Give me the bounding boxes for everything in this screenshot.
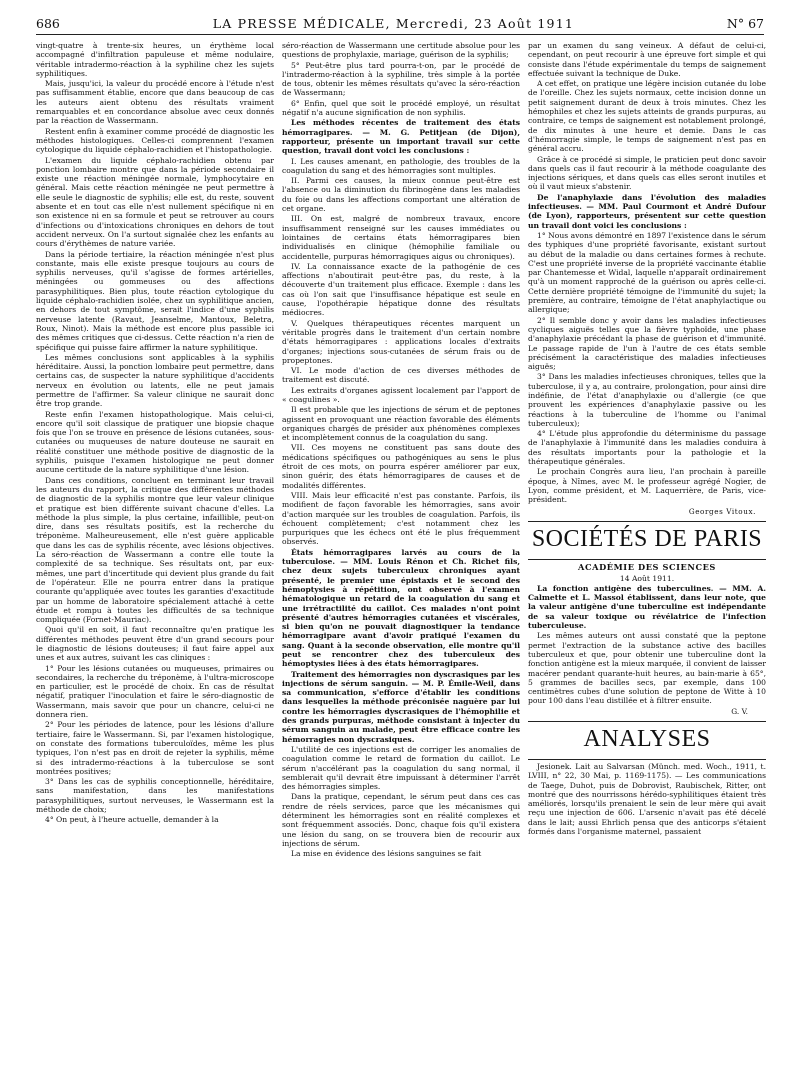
paragraph: Les extraits d'organes agissent localement par l'apport de « coagulines ». bbox=[282, 385, 520, 404]
paragraph: Le prochain Congrès aura lieu, l'an prochain à pareille époque, à Nîmes, avec M. le professeur agrégé Nogier, de Lyon, comme président, et M. Laquerrière, de Paris, vice-président. bbox=[528, 467, 766, 505]
paragraph: Les mêmes auteurs ont aussi constaté que la peptone permet l'extraction de la substance active des bacilles tuberculeux et que, pour obtenir une tuberculine dont la fonction antigène est la mieux marquée, il convient de laisser macérer pendant quarante-huit heures, au bain-marie à 65°, 5 grammes de bacilles secs, par exemple, dans 100 centimètres cubes d'une solution de peptone de Witte à 10 pour 100 dans l'eau distillée et à filtrer ensuite. bbox=[528, 631, 766, 706]
paragraph: 5° Peut-être plus tard pourra-t-on, par le procédé de l'intradermo-réaction à la syphiline, très simple à la portée de tous, obtenir les mêmes résultats qu'avec la séro-réaction de Wassermann; bbox=[282, 60, 520, 98]
paragraph: Grâce à ce procédé si simple, le praticien peut donc savoir dans quels cas il faut recourir à la méthode coagulante des injections sériques, et dans quels cas elles seront inutiles et où il vaut mieux s'abstenir. bbox=[528, 154, 766, 192]
paragraph: V. Quelques thérapeutiques récentes marquent un véritable progrès dans le traitement d'un certain nombre d'états hémorragipares : applications locales d'extraits d'organes; injections sous-cutanées de sérum frais ou de propeptones. bbox=[282, 318, 520, 365]
paragraph: 1° Pour les lésions cutanées ou muqueuses, primaires ou secondaires, la recherche du tréponème, à l'ultra-microscope en particulier, est le procédé de choix. En cas de résultat négatif, pratiquer l'inoculation et faire le séro-diagnostic de Wassermann, mais savoir que pour un chancre, celui-ci ne donnera rien. bbox=[36, 663, 274, 720]
paragraph: 6° Enfin, quel que soit le procédé employé, un résultat négatif n'a aucune signification de non syphilis. bbox=[282, 98, 520, 118]
section-paragraph: Les méthodes récentes de traitement des états hémorragipares. — M. G. Petitjean (de Dijon), rapporteur, présente un important travail sur cette question, travail dont voici les conclusions : bbox=[282, 118, 520, 156]
paragraph: IV. La connaissance exacte de la pathogénie de ces affections n'aboutirait peut-être pas, du reste, à la découverte d'un traitement plus efficace. Exemple : dans les cas où l'on sait que l'insuffisance hépatique est seule en cause, l'opothérapie hépatique donne des résultats médiocres. bbox=[282, 261, 520, 318]
column-1 bbox=[36, 41, 274, 1074]
journal-title: LA PRESSE MÉDICALE, Mercredi, 23 Août 1911 bbox=[212, 16, 575, 31]
paragraph: 4° L'étude plus approfondie du déterminisme du passage de l'anaphylaxie à l'immunité dans les maladies conduira à des résultats importants pour la pathologie et la thérapeutique générales. bbox=[528, 429, 766, 467]
section-paragraph: De l'anaphylaxie dans l'évolution des maladies infectieuses. — MM. Paul Courmont et André Dufour (de Lyon), rapporteurs, présentent sur cette question un travail dont voici les conclusions : bbox=[528, 192, 766, 230]
paragraph: Dans ces conditions, concluent en terminant leur travail les auteurs du rapport, la critique des différentes méthodes de diagnostic de la syphilis montre que leur valeur clinique et pratique est bien différente suivant chacune d'elles. La méthode la plus simple, la plus certaine, infaillible, peut-on dire, dans ses résultats positifs, est la recherche du tréponème. Malheureusement, elle n'est guère applicable que dans les cas de syphilis récente, avec lésions objectives. La séro-réaction de Wassermann a contre elle toute la complexité de sa technique. Ses résultats ont, par eux-mêmes, une part d'incertitude qui devient plus grande du fait de l'opérateur. Elle ne pourra entrer dans la pratique courante qu'appliquée avec toutes les garanties d'exactitude par un homme de laboratoire spécialement attaché à cette étude et rompu à toutes les difficultés de sa technique compliquée (Fornet-Mauriac). bbox=[36, 475, 274, 625]
paragraph: L'examen du liquide céphalo-rachidien obtenu par ponction lombaire montre que dans la période secondaire il existe une réaction méningée normale, lymphocytaire en général. Mais cette réaction méningée ne peut permettre à elle seule le diagnostic de syphilis; elle est, du reste, souvent absente et en tout cas elle n'est nullement spécifique ni en son existence ni en sa formule et peut se retrouver au cours d'infections ou d'intoxications chroniques en dehors de tout accident nerveux. On l'a surtout signalée chez les enfants au cours d'érythèmes de nature variée. bbox=[36, 155, 274, 249]
paragraph: 4° On peut, à l'heure actuelle, demander à la bbox=[45, 815, 219, 825]
paragraph: Mais, jusqu'ici, la valeur du procédé encore à l'étude n'est pas suffisamment établie, encore que dans beaucoup de cas les auteurs aient obtenu des résultats vraiment remarquables et en concordance absolue avec ceux donnés par la réaction de Wassermann. bbox=[36, 79, 274, 126]
paragraph: Quoi qu'il en soit, il faut reconnaître qu'en pratique les différentes méthodes peuvent être d'un grand secours pour le diagnostic de lésions douteuses; il faut faire appel aux unes et aux autres, suivant les cas cliniques : bbox=[36, 625, 274, 663]
paragraph: Les mêmes conclusions sont applicables à la syphilis héréditaire. Aussi, la ponction lombaire peut permettre, dans certains cas, de suspecter la nature syphilitique d'accidents nerveux en évolution ou latents, elle ne peut jamais permettre de l'affirmer. Sa valeur clinique ne saurait donc être trop grande. bbox=[36, 352, 274, 409]
section-paragraph: La fonction antigène des tuberculines. — MM. A. Calmette et L. Massol établissent, dans leur note, que la valeur antigène d'une tuberculine est indépendante de sa valeur toxique ou révélatrice de l'infection tuberculeuse. bbox=[528, 583, 766, 631]
paragraph: vingt-quatre à trente-six heures, un érythème local accompagné d'infiltration papuleuse et même nodulaire, véritable intradermo-réaction à la syphiline chez les sujets syphilitiques. bbox=[36, 41, 274, 78]
paragraph: 3° Dans les maladies infectieuses chroniques, telles que la tuberculose, il y a, au contraire, prolongation, pour ainsi dire indéfinie, de l'état d'anaphylaxie ou d'allergie (ce que prouvent les expériences d'anaphylaxie passive ou les réactions à la tuberculine de l'homme ou l'animal tuberculeux); bbox=[528, 372, 766, 428]
paragraph: 2° Pour les périodes de latence, pour les lésions d'allure tertiaire, faire le Wassermann. Si, par l'examen histologique, on constate des formations tuberculoïdes, même les plus typiques, l'on n'est pas en droit de rejeter la syphilis, même si des intradermo-réactions à la tuberculose se sont montrées positives; bbox=[36, 720, 274, 776]
section-rule bbox=[528, 559, 766, 560]
paragraph: L'utilité de ces injections est de corriger les anomalies de coagulation comme le retard de formation du caillot. Le sérum n'accélérant pas la coagulation du sang normal, il semblerait qu'il devrait être impuissant à déterminer l'arrêt des hémorragies simples. bbox=[282, 744, 520, 792]
paragraph: A cet effet, on pratique une légère incision cutanée du lobe de l'oreille. Chez les sujets normaux, cette incision donne un petit saignement durant de deux à trois minutes. Chez les hémophiles et chez les sujets atteints de grands purpuras, au contraire, ce temps de saignement est notablement prolongé, de dix minutes à une heure et demie. Dans le cas d'hémorragie simple, le temps de saignement n'est pas en général accru. bbox=[528, 79, 766, 154]
paragraph: Restent enfin à examiner comme procédé de diagnostic les méthodes histologiques. Celles-ci comprennent l'examen cytologique du liquide céphalo-rachidien et l'histopathologie. bbox=[36, 126, 274, 155]
section-heading-societes: SOCIÉTÉS DE PARIS bbox=[531, 525, 763, 552]
paragraph: II. Parmi ces causes, la mieux connue peut-être est l'absence ou la diminution du fibrinogène dans les maladies du foie ou dans les affections comportant une altération de cet organe. bbox=[282, 176, 520, 214]
section-paragraph: États hémorragipares larvés au cours de la tuberculose. — MM. Louis Rénon et Ch. Richet fils, chez deux sujets tuberculeux chroniques ayant présenté, le premier une épistaxis et le second des hémoptysies à répétition, ont observé à l'examen hématologique un retard de la coagulation du sang et une irrétractilité du caillot. Ces malades n'ont point présenté d'autres hémorragies cutanées et viscérales, si bien qu'on ne pouvait diagnostiquer la tendance hémorragipare avant d'avoir pratiqué l'examen du sang. Quant à la seconde observation, elle montre qu'il peut se rencontrer chez des tuberculeux des hémoptysies liées à des états hémorragipares. bbox=[282, 547, 520, 669]
paragraph: par un examen du sang veineux. A défaut de celui-ci, cependant, on peut recourir à une épreuve fort simple et qui consiste dans l'étude expérimentale du temps de saignement effectuée suivant la technique de Duke. bbox=[528, 41, 766, 78]
column-3 bbox=[528, 41, 766, 1074]
signature: Georges Vitoux. bbox=[688, 506, 756, 516]
column-2 bbox=[282, 41, 520, 1074]
issue-number: N° 67 bbox=[726, 16, 764, 31]
paragraph: Jesionek. Lait au Salvarsan (Münch. med. Woch., 1911, t. LVIII, n° 22, 30 Mai, p. 1169-1175). — Les communications de Taege, Duhot, puis de Dobrovist, Raubischek, Ritter, ont montré que des nourrissons hérédo-syphilitiques étaient très améliorés, lorsqu'ils prenaient le sein de leur mère qui avait reçu une injection de 606. L'arsenic n'avait pas été décelé dans le lait; aussi Ehrlich pensa que des anticorps s'étaient formés dans l'organisme maternel, passaient bbox=[528, 762, 766, 837]
paragraph: VI. Le mode d'action de ces diverses méthodes de traitement est discuté. bbox=[282, 366, 520, 385]
paragraph: VIII. Mais leur efficacité n'est pas constante. Parfois, ils modifient de façon favorable les hémorragies, sans avoir d'action marquée sur les troubles de coagulation. Parfois, ils échouent complètement; c'est notamment chez les purpuriques que les échecs ont été le plus fréquemment observés. bbox=[282, 490, 520, 547]
section-rule bbox=[528, 521, 766, 522]
paragraph: La mise en évidence des lésions sanguines se fait bbox=[291, 849, 482, 859]
paragraph: I. Les causes amenant, en pathologie, des troubles de la coagulation du sang et des hémorragies sont multiples. bbox=[282, 156, 520, 175]
section-rule bbox=[528, 721, 766, 722]
paragraph: Il est probable que les injections de sérum et de peptones agissent en provoquant une réaction favorable des éléments organiques chargés de présider aux phénomènes complexes et incomplètement connus de la coagulation du sang. bbox=[282, 405, 520, 443]
page-number: 686 bbox=[36, 16, 60, 31]
session-date: 14 Août 1911. bbox=[619, 573, 675, 583]
section-heading-analyses: ANALYSES bbox=[583, 726, 711, 752]
signature: G. V. bbox=[731, 706, 748, 716]
section-rule bbox=[528, 759, 766, 760]
paragraph: Dans la période tertiaire, la réaction méningée n'est plus constante, mais elle existe presque toujours au cours de syphilis nerveuses, qu'il s'agisse de formes artérielles, méningées ou gommeuses ou des affections parasyphilitiques. Bien plus, toute réaction cytologique du liquide céphalo-rachidien isolée, chez un syphilitique ancien, en dehors de tout symptôme, serait l'indice d'une syphilis nerveuse latente (Ravaut, Jeanselme, Mantoux, Beletra, Roux, Ninot). Mais la méthode est encore plus passible ici des mêmes critiques que ci-dessus. Cette réaction n'a rien de spécifique qui puisse faire affirmer la nature syphilitique. bbox=[36, 249, 274, 352]
paragraph: 1° Nous avons démontré en 1897 l'existence dans le sérum des typhiques d'une propriété favorisante, existant surtout au début de la maladie ou dans certaines formes à rechute. C'est une propriété inverse de la propriété vaccinante établie par Chantemesse et Widal, laquelle n'apparaît ordinairement qu'à un moment rapproché de la guérison ou après celle-ci. Cette dernière propriété témoigne de l'immunité du sujet; la première, au contraire, témoigne de l'état anaphylactique ou allergique; bbox=[528, 230, 766, 315]
paragraph: VII. Ces moyens ne constituent pas sans doute des médications spécifiques ou pathogéniques au sens le plus étroit de ces mots, on pourra espérer améliorer par eux, sinon guérir, des états hémorragipares de causes et de modalités différentes. bbox=[282, 443, 520, 490]
paragraph: III. On est, malgré de nombreux travaux, encore insuffisamment renseigné sur les causes immédiates ou lointaines de certains états hémorragipares bien individualisés en clinique (hémophilie familiale ou accidentelle, purpuras hémorragiques aigus ou chroniques). bbox=[282, 214, 520, 261]
paragraph: 2° Il semble donc y avoir dans les maladies infectieuses cycliques aiguës telles que la fièvre typhoïde, une phase d'anaphylaxie précédant la phase de guérison et d'immunité. Le passage rapide de l'un à l'autre de ces états semble précisément la caractéristique des maladies infectieuses aiguës; bbox=[528, 315, 766, 372]
paragraph: séro-réaction de Wassermann une certitude absolue pour les questions de prophylaxie, mariage, guérison de la syphilis; bbox=[282, 41, 520, 60]
header-rule bbox=[36, 34, 764, 35]
paragraph: Dans la pratique, cependant, le sérum peut dans ces cas rendre de réels services, parce que les mécanismes qui déterminent les hémorragies sont en réalité complexes et sont fréquemment associés. Donc, chaque fois qu'il existera une lésion du sang, on se trouvera bien de recourir aux injections de sérum. bbox=[282, 792, 520, 848]
paragraph: 3° Dans les cas de syphilis conceptionnelle, héréditaire, sans manifestation, dans les manifestations parasyphilitiques, surtout nerveuses, le Wassermann est la méthode de choix; bbox=[36, 777, 274, 815]
running-header bbox=[36, 16, 764, 36]
subsection-heading: ACADÉMIE DES SCIENCES bbox=[578, 561, 716, 572]
paragraph: Reste enfin l'examen histopathologique. Mais celui-ci, encore qu'il soit classique de pratiquer une biopsie chaque fois que l'on se trouve en présence de lésions cutanées, sous-cutanées ou muqueuses de nature douteuse ne saurait en réalité constituer une méthode positive de diagnostic de la syphilis, puisque l'examen histologique ne peut donner aucune certitude de la nature syphilitique d'une lésion. bbox=[36, 409, 274, 475]
section-paragraph: Traitement des hémorragies non dyscrasiques par les injections de sérum sanguin. — M. P. Émile-Weil, dans sa communication, s'efforce d'établir les conditions dans lesquelles la méthode préconisée naguère par lui contre les hémorragies dyscrasiques de l'hémophilie et des grands purpuras, méthode consistant à injecter du sérum sanguin au malade, peut être efficace contre les hémorragies non dyscrasiques. bbox=[282, 669, 520, 744]
